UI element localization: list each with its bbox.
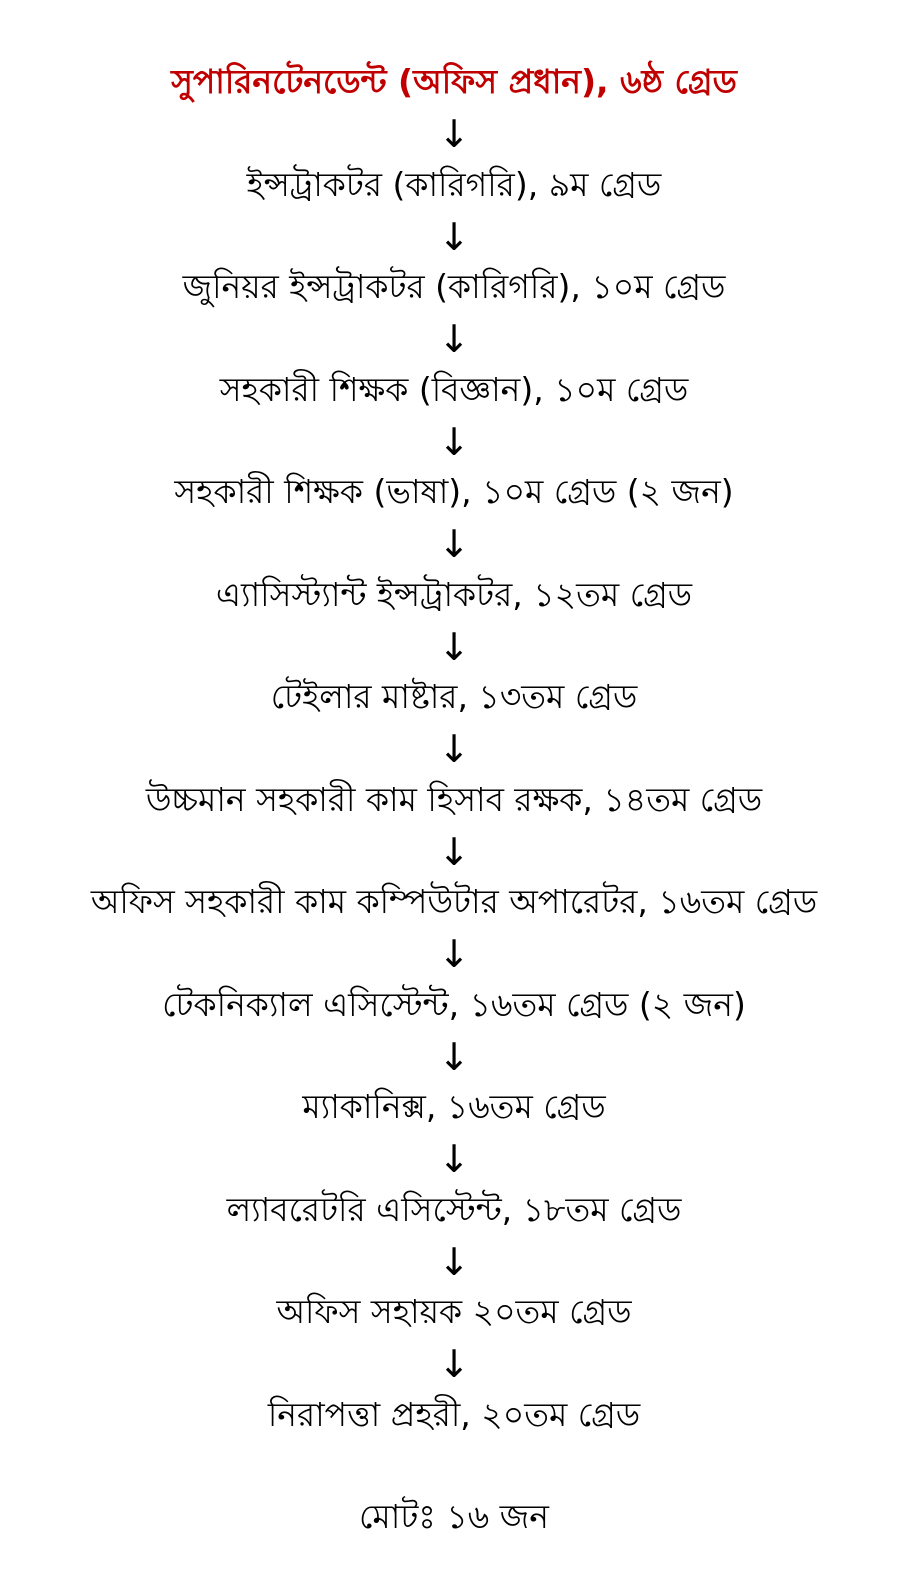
down-arrow-icon: ↓ <box>438 522 470 566</box>
hierarchy-node-5: এ্যাসিস্ট্যান্ট ইন্সট্রাকটর, ১২তম গ্রেড <box>215 575 693 614</box>
total-staff-count: মোটঃ ১৬ জন <box>359 1497 549 1536</box>
hierarchy-node-6: টেইলার মাষ্টার, ১৩তম গ্রেড <box>270 677 638 716</box>
hierarchy-node-4: সহকারী শিক্ষক (ভাষা), ১০ম গ্রেড (২ জন) <box>174 472 734 511</box>
hierarchy-node-0: সুপারিনটেনডেন্ট (অফিস প্রধান), ৬ষ্ঠ গ্রেড <box>171 62 737 101</box>
down-arrow-icon: ↓ <box>438 1342 470 1386</box>
down-arrow-icon: ↓ <box>438 1137 470 1181</box>
down-arrow-icon: ↓ <box>438 625 470 669</box>
down-arrow-icon: ↓ <box>438 830 470 874</box>
down-arrow-icon: ↓ <box>438 1035 470 1079</box>
hierarchy-node-7: উচ্চমান সহকারী কাম হিসাব রক্ষক, ১৪তম গ্রেড <box>145 780 763 819</box>
down-arrow-icon: ↓ <box>438 1240 470 1284</box>
hierarchy-node-13: নিরাপত্তা প্রহরী, ২০তম গ্রেড <box>267 1395 641 1434</box>
down-arrow-icon: ↓ <box>438 112 470 156</box>
hierarchy-node-3: সহকারী শিক্ষক (বিজ্ঞান), ১০ম গ্রেড <box>219 370 689 409</box>
down-arrow-icon: ↓ <box>438 727 470 771</box>
hierarchy-node-10: ম্যাকানিক্স, ১৬তম গ্রেড <box>302 1087 606 1126</box>
down-arrow-icon: ↓ <box>438 932 470 976</box>
hierarchy-node-11: ল্যাবরেটরি এসিস্টেন্ট, ১৮তম গ্রেড <box>226 1190 682 1229</box>
hierarchy-node-8: অফিস সহকারী কাম কম্পিউটার অপারেটর, ১৬তম গ্রেড <box>90 882 818 921</box>
hierarchy-node-12: অফিস সহায়ক ২০তম গ্রেড <box>276 1292 632 1331</box>
hierarchy-node-9: টেকনিক্যাল এসিস্টেন্ট, ১৬তম গ্রেড (২ জন) <box>162 985 746 1024</box>
hierarchy-node-2: জুনিয়র ইন্সট্রাকটর (কারিগরি), ১০ম গ্রেড <box>182 267 726 306</box>
down-arrow-icon: ↓ <box>438 420 470 464</box>
down-arrow-icon: ↓ <box>438 317 470 361</box>
down-arrow-icon: ↓ <box>438 215 470 259</box>
hierarchy-node-1: ইন্সট্রাকটর (কারিগরি), ৯ম গ্রেড <box>246 165 662 204</box>
